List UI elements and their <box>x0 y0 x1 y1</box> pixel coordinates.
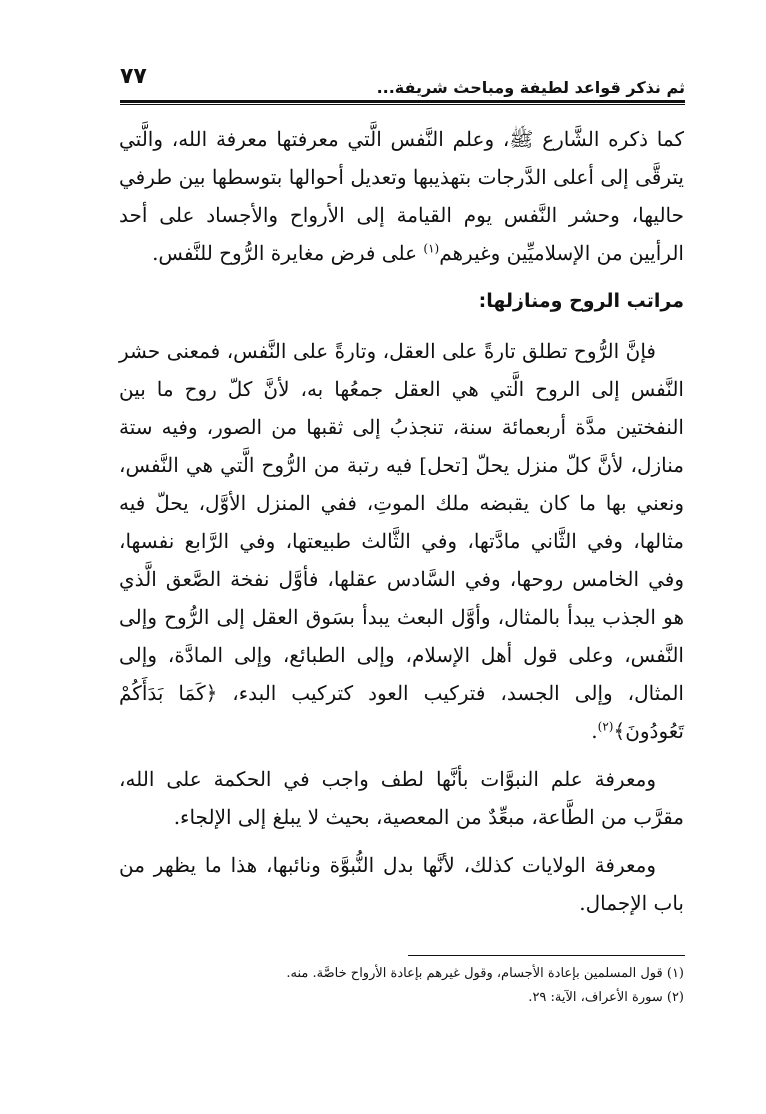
footnote-2: (٢) سورة الأعراف، الآية: ٢٩. <box>528 990 684 1005</box>
page-header <box>120 60 685 98</box>
footnote-1: (١) قول المسلمين بإعادة الأجسام، وقول غيرهم بإعادة الأرواح خاصَّة. منه. <box>286 966 684 981</box>
header-rule <box>120 100 685 105</box>
footnotes <box>119 962 684 1010</box>
footnote-separator <box>408 955 685 956</box>
running-title: ثم نذكر قواعد لطيفة ومباحث شريفة... <box>376 78 685 97</box>
paragraph-3: ومعرفة علم النبوَّات بأنَّها لطف واجب في الحكمة على الله، مقرَّب من الطَّاعة، مبعِّدٌ من المعصية، بحيث لا يبلغ إلى الإلجاء. <box>119 767 684 829</box>
footnote-ref-1: (١) <box>423 241 440 256</box>
paragraph-2 <box>119 332 684 750</box>
paragraph-4: ومعرفة الولايات كذلك، لأنَّها بدل النُّبوَّة ونائبها، هذا ما يظهر من باب الإجمال. <box>119 853 684 915</box>
paragraph-2-end: . <box>591 719 598 743</box>
paragraph-2-text: فإنَّ الرُّوح تطلق تارةً على العقل، وتارةً على النَّفس، فمعنى حشر النَّفس إلى الروح الَّتي هي العقل جمعُها به، لأنَّ كلّ روح ما بين النفختين مدَّة أربعمائة سنة، تنجذبُ إلى ثقبها من الصور، وفيه ستة منازل، لأنَّ كلّ منزل يحلّ [تحل] فيه رتبة من الرُّوح الَّتي هي النَّفس، ونعني بها ما كان يقبضه ملك الموتِ، ففي المنزل الأوَّل، يحلّ فيه مثالها، وفي الثَّاني مادَّتها، وفي الثَّالث طبيعتها، وفي الرَّابع نفسها، وفي الخامس روحها، وفي السَّادس عقلها، فأوَّل نفخة الصَّعق الَّذي هو الجذب يبدأ بالمثال، وأوَّل البعث يبدأ بسَوق العقل إلى الرُّوح وإلى النَّفس، وعلى قول أهل الإسلام، وإلى الطبائع، وإلى المادَّة، وإلى المثال، وإلى الجسد، فتركيب العود كتركيب البدء، ﴿كَمَا بَدَأَكُمْ تَعُودُونَ﴾ <box>119 339 684 743</box>
page-number: ٧٧ <box>120 64 147 89</box>
paragraph-1 <box>119 120 684 272</box>
paragraph-1-text: كما ذكره الشَّارع ﷺ، وعلم النَّفس الَّتي معرفتها معرفة الله، والَّتي يترقَّى إلى أعلى الدَّرجات بتهذيبها وتعديل أحوالها بتوسطها بين طرفي حاليها، وحشر النَّفس يوم القيامة إلى الأرواح والأجساد على أحد الرأيين من الإسلاميِّين وغيرهم <box>119 127 684 265</box>
footnote-ref-2: (٢) <box>597 719 614 734</box>
paragraph-1-end: على فرض مغايرة الرُّوح للنَّفس. <box>152 241 424 265</box>
section-heading: مراتب الروح ومنازلها: <box>478 290 684 312</box>
